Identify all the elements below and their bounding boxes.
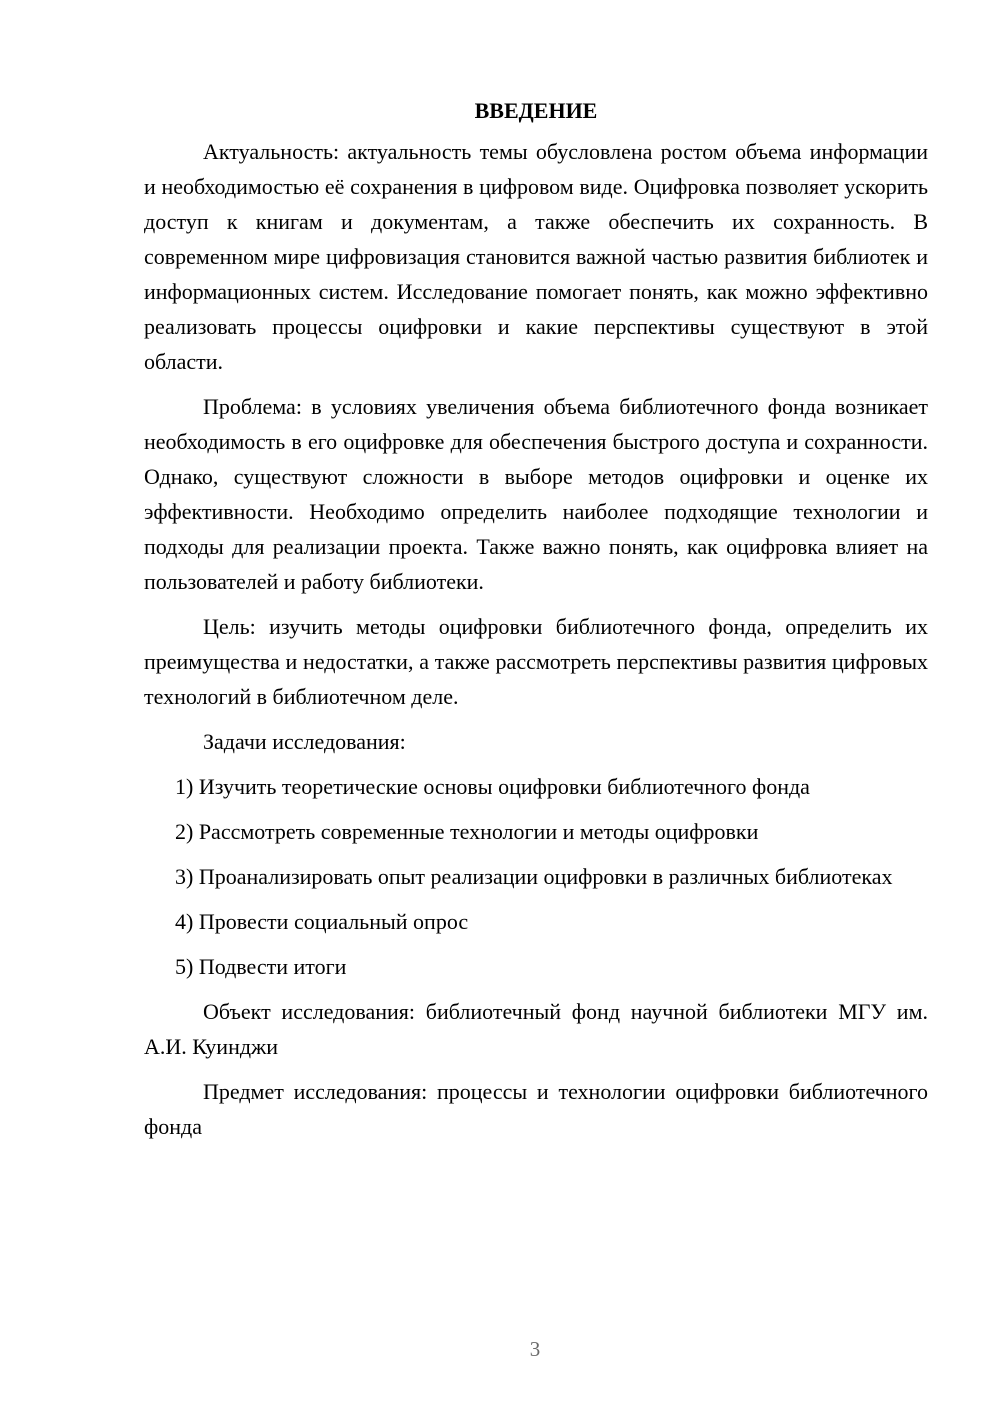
section-heading: ВВЕДЕНИЕ xyxy=(474,98,598,123)
task-item-2: 2) Рассмотреть современные технологии и методы оцифровки xyxy=(175,819,759,844)
subject-paragraph: Предмет исследования: процессы и технологии оцифровки библиотечного фонда xyxy=(144,1079,928,1139)
object-paragraph: Объект исследования: библиотечный фонд научной библиотеки МГУ им. А.И. Куинджи xyxy=(144,999,928,1059)
task-item-5: 5) Подвести итоги xyxy=(175,954,347,979)
page-content xyxy=(144,93,928,1144)
problem-paragraph: Проблема: в условиях увеличения объема библиотечного фонда возникает необходимость в его оцифровке для обеспечения быстрого доступа и сохранности. Однако, существуют сложности в выборе методов оцифровки и оценке их эффективности. Необходимо определить наиболее подходящие технологии и подходы для реализации проекта. Также важно понять, как оцифровка влияет на пользователей и работу библиотеки. xyxy=(144,394,928,594)
task-item-3: 3) Проанализировать опыт реализации оцифровки в различных библиотеках xyxy=(175,864,893,889)
relevance-paragraph: Актуальность: актуальность темы обусловлена ростом объема информации и необходимостью её сохранения в цифровом виде. Оцифровка позволяет ускорить доступ к книгам и документам, а также обеспечить их сохранность. В современном мире цифровизация становится важной частью развития библиотек и информационных систем. Исследование помогает понять, как можно эффективно реализовать процессы оцифровки и какие перспективы существуют в этой области. xyxy=(144,139,928,374)
goal-paragraph: Цель: изучить методы оцифровки библиотечного фонда, определить их преимущества и недостатки, а также рассмотреть перспективы развития цифровых технологий в библиотечном деле. xyxy=(144,614,928,709)
tasks-heading: Задачи исследования: xyxy=(203,729,406,754)
task-item-1: 1) Изучить теоретические основы оцифровки библиотечного фонда xyxy=(175,774,810,799)
page-number: 3 xyxy=(529,1337,541,1361)
task-item-4: 4) Провести социальный опрос xyxy=(175,909,469,934)
